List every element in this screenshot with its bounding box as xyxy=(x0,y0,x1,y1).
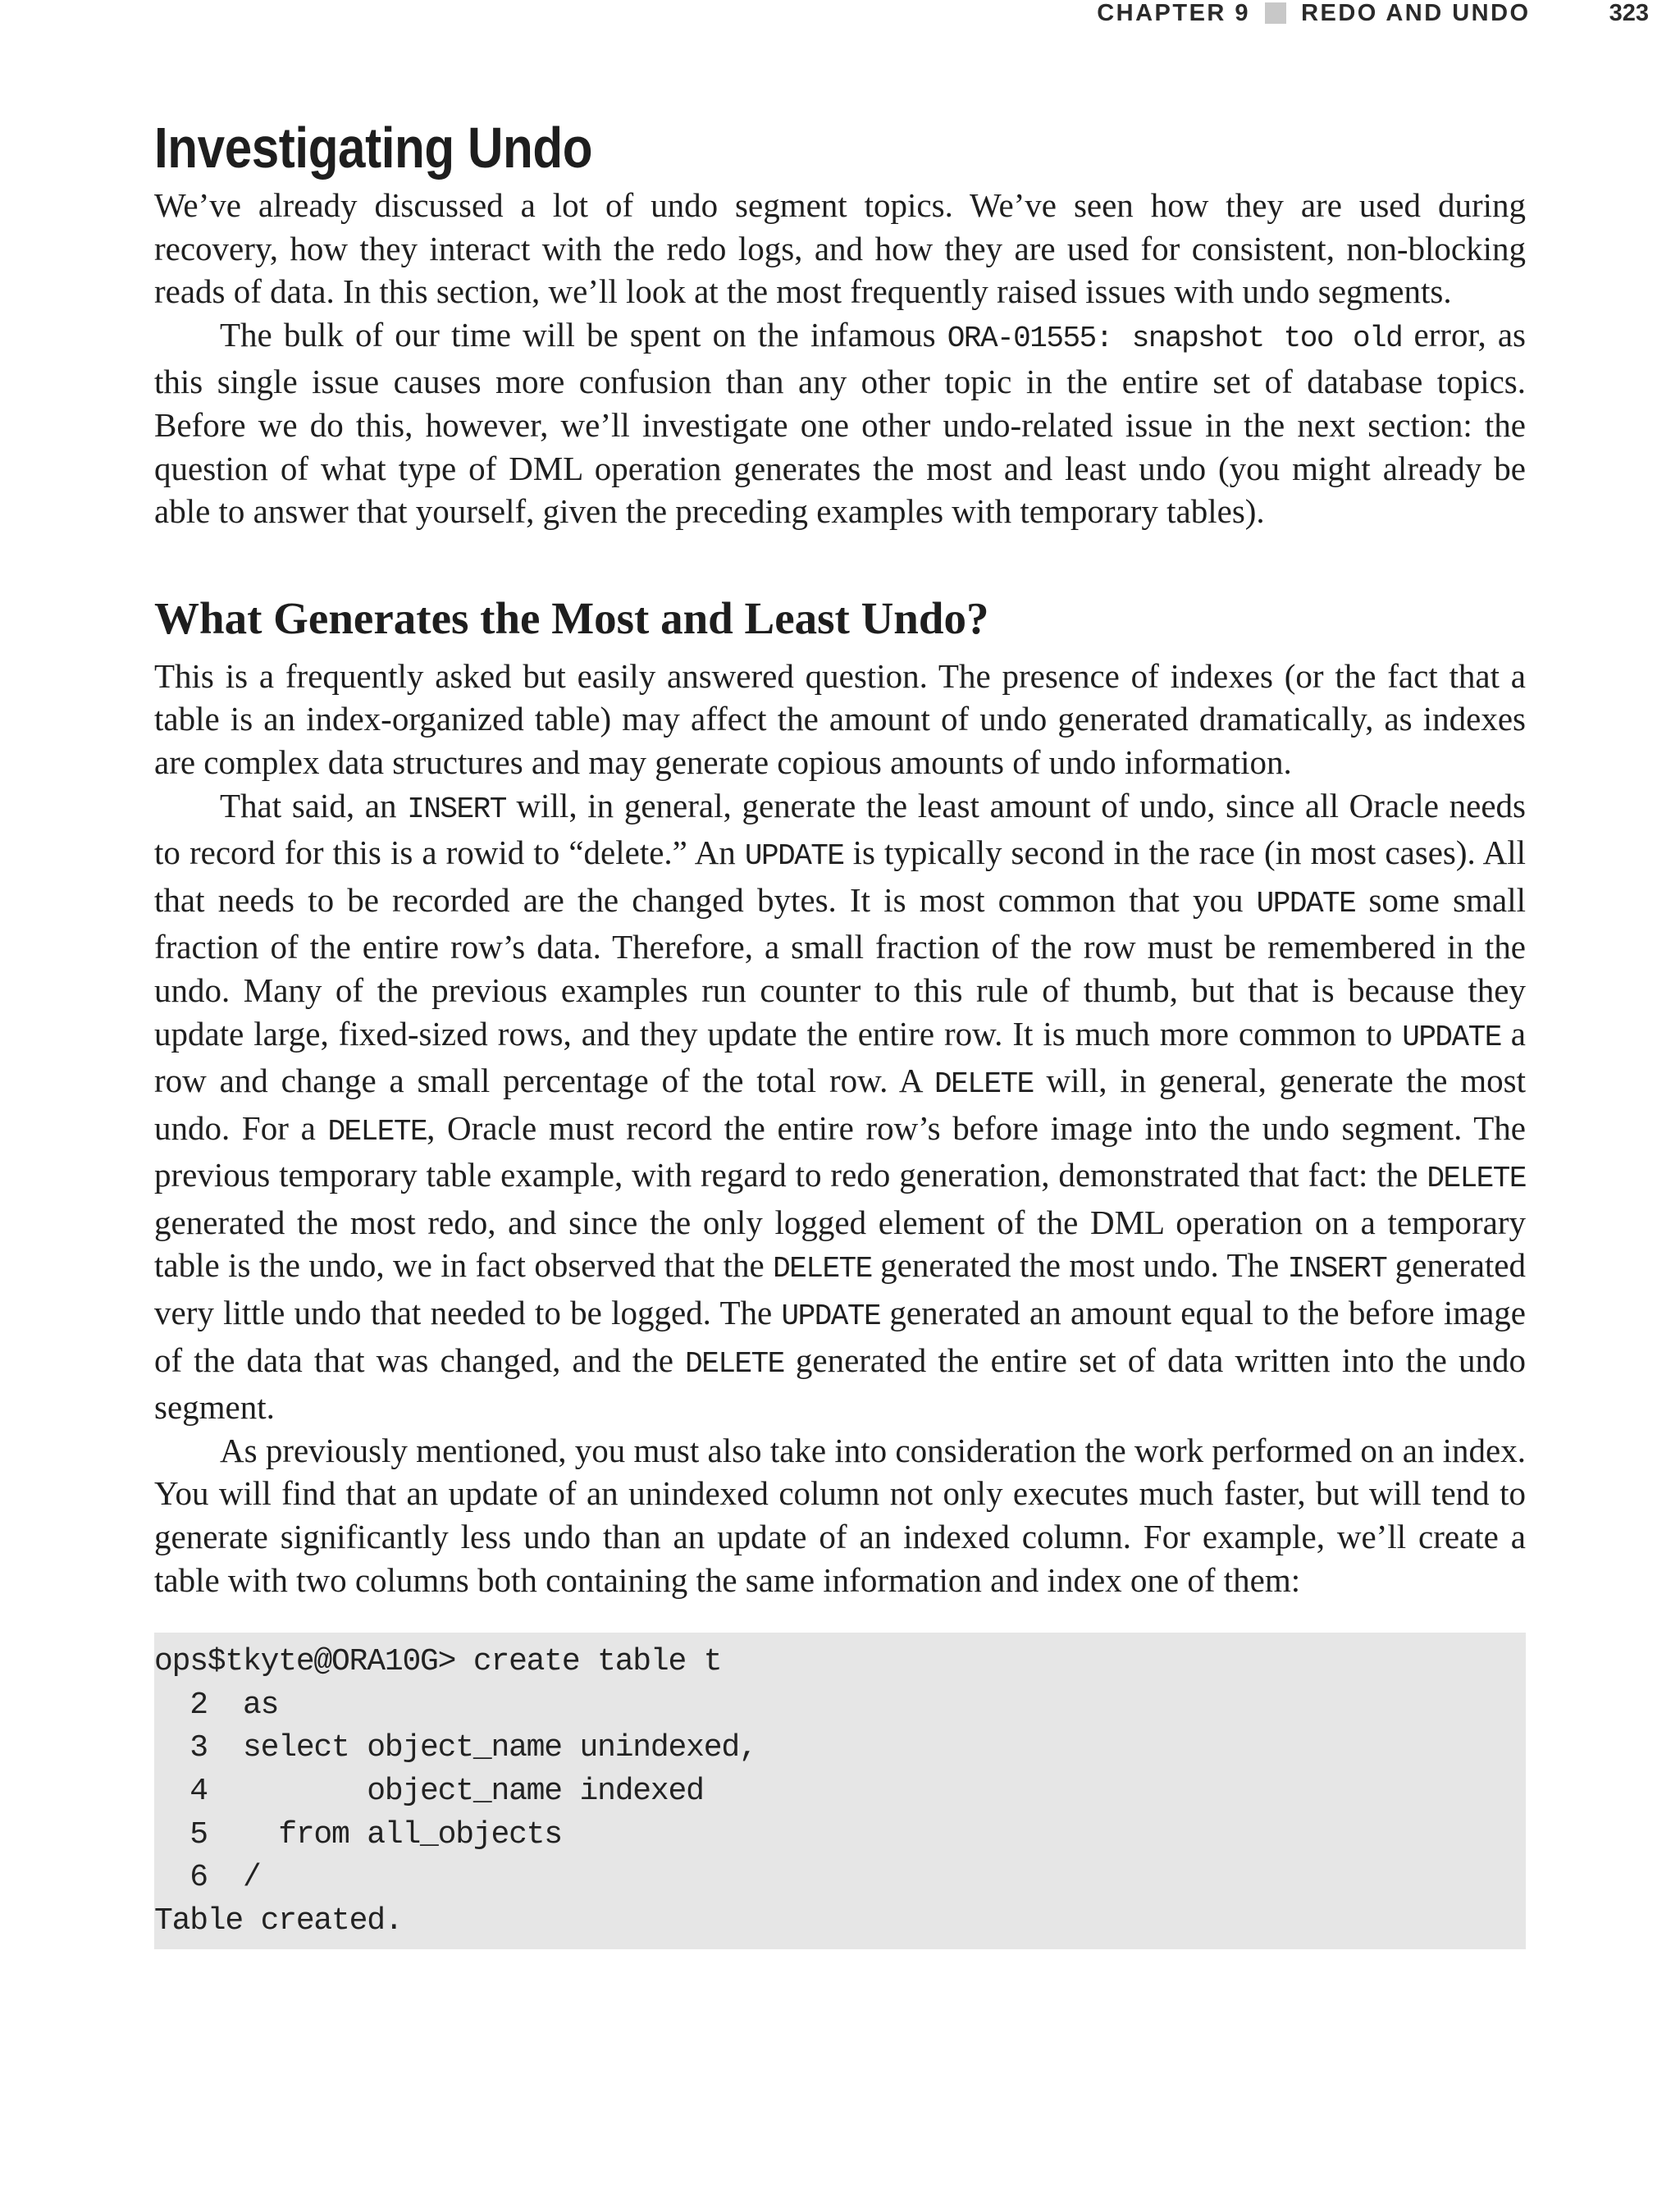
section-paragraph-1: We’ve already discussed a lot of undo segment topics. We’ve seen how they are used during recovery, how they interact with the redo logs, and how they are used for consistent, non-blocking reads of data. In this section, we’ll look at the most frequently raised issues with undo segments. xyxy=(154,186,1526,311)
subsection-title: What Generates the Most and Least Undo? xyxy=(154,592,989,643)
inline-code: DELETE xyxy=(1427,1162,1526,1196)
code-line: ops$tkyte@ORA10G> create table t xyxy=(154,1644,722,1680)
code-line: 6 / xyxy=(154,1860,261,1896)
subsection-paragraph-1: This is a frequently asked but easily answered question. The presence of indexes (or the fact that a table is an index-organized table) may affect the amount of undo generated dramatically, as indexes are complex data structures and may generate copious amounts of undo information. xyxy=(154,656,1526,781)
subsection-paragraph-3: As previously mentioned, you must also take into consideration the work performed on an index. You will find that an update of an unindexed column not only executes much faster, but will tend to generate significantly less undo than an update of an indexed column. For example, we’ll create a table with two columns both containing the same information and index one of them: xyxy=(154,1431,1526,1599)
section-paragraph-2: The bulk of our time will be spent on the infamous ORA-01555: snapshot too old error, as this single issue causes more confusion than any other topic in the entire set of database topics. Before we do this, however, we’ll investigate one other undo-related issue in the next section: the question of what type of DML operation generates the most and least undo (you might already be able to answer that yourself, given the preceding examples with temporary tables). xyxy=(154,315,1527,531)
inline-code: ORA-01555: snapshot too old xyxy=(947,321,1403,355)
code-line: 5 from all_objects xyxy=(154,1816,562,1852)
page-content xyxy=(154,112,1526,1949)
page-number: 323 xyxy=(1609,0,1649,26)
inline-code: UPDATE xyxy=(1256,886,1356,920)
subsection-paragraph-2: That said, an INSERT will, in general, generate the least amount of undo, since all Oracle needs to record for this is a rowid to “delete.” An UPDATE is typically second in the race (in most cases). All that needs to be recorded are the changed bytes. It is most common that you UPDATE some small fraction of the entire row’s data. Therefore, a small fraction of the row must be remembered in the undo. Many of the previous examples run counter to this rule of thumb, but that is because they update large, fixed-sized rows, and they update the entire row. It is much more common to UPDATE a row and change a small percentage of the total row. A DELETE will, in general, generate the most undo. For a DELETE, Oracle must record the entire row’s before image into the undo segment. The previous temporary table example, with regard to redo generation, demonstrated that fact: the DELETE generated the most redo, and since the only logged element of the DML operation on a temporary table is the undo, we in fact observed that the DELETE generated the most undo. The INSERT generated very little undo that needed to be logged. The UPDATE generated an amount equal to the before image of the data that was changed, and the DELETE generated the entire set of data written into the undo segment. xyxy=(154,786,1527,1427)
inline-code: UPDATE xyxy=(781,1299,881,1334)
inline-code: DELETE xyxy=(685,1346,784,1381)
code-line: 3 select object_name unindexed, xyxy=(154,1730,757,1766)
section-title: Investigating Undo xyxy=(154,116,593,180)
chapter-label: CHAPTER 9 xyxy=(1097,0,1251,26)
running-head xyxy=(1097,0,1649,26)
inline-code: DELETE xyxy=(327,1114,427,1149)
inline-code: DELETE xyxy=(773,1252,872,1286)
code-line: Table created. xyxy=(154,1902,403,1939)
chapter-separator-square-icon xyxy=(1265,2,1286,24)
inline-code: DELETE xyxy=(934,1067,1034,1102)
inline-code: INSERT xyxy=(1287,1252,1387,1286)
code-line: 4 object_name indexed xyxy=(154,1774,704,1809)
chapter-title: REDO AND UNDO xyxy=(1301,0,1531,26)
inline-code: INSERT xyxy=(407,792,506,826)
inline-code: UPDATE xyxy=(744,839,844,874)
inline-code: UPDATE xyxy=(1402,1020,1501,1054)
code-line: 2 as xyxy=(154,1687,279,1723)
code-listing xyxy=(154,1633,1526,1949)
